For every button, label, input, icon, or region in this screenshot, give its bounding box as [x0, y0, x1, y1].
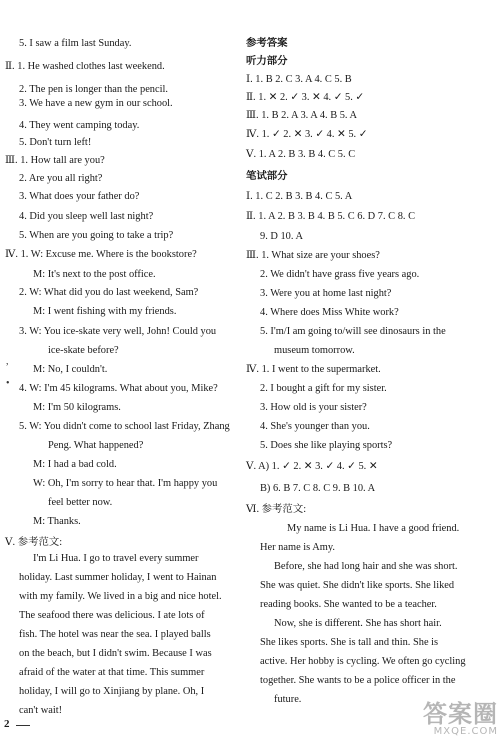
- watermark-url: MXQE.COM: [433, 726, 498, 737]
- text-line-left: feel better now.: [48, 497, 113, 508]
- text-line-right: Ⅳ. 1. ✓ 2. ✕ 3. ✓ 4. ✕ 5. ✓: [246, 129, 368, 140]
- text-line-right: She likes sports. She is tall and thin. She is: [260, 637, 439, 648]
- text-line-left: Ⅱ. 1. He washed clothes last weekend.: [5, 61, 165, 72]
- text-line-right: Ⅴ. A) 1. ✓ 2. ✕ 3. ✓ 4. ✓ 5. ✕: [246, 461, 378, 472]
- text-line-left: can't wait!: [19, 705, 63, 716]
- text-line-right: 听力部分: [246, 56, 288, 67]
- text-line-left: 4. They went camping today.: [19, 120, 140, 131]
- text-line-left: I'm Li Hua. I go to travel every summer: [33, 553, 199, 564]
- text-line-left: on the beach, but I didn't swim. Because I was: [19, 648, 212, 659]
- text-line-left: 3. We have a new gym in our school.: [19, 98, 173, 109]
- page-number-rule: [16, 725, 30, 726]
- text-line-left: 3. What does your father do?: [19, 191, 140, 202]
- text-line-left: with my family. We lived in a big and nice hotel.: [19, 591, 222, 602]
- text-line-right: Ⅵ. 参考范文:: [246, 504, 307, 515]
- text-line-left: M: I went fishing with my friends.: [33, 306, 177, 317]
- margin-mark: ,: [6, 356, 9, 367]
- text-line-left: Ⅳ. 1. W: Excuse me. Where is the bookstore?: [5, 249, 197, 260]
- text-line-right: 4. She's younger than you.: [260, 421, 370, 432]
- text-line-left: M: I had a bad cold.: [33, 459, 117, 470]
- text-line-left: 2. W: What did you do last weekend, Sam?: [19, 287, 199, 298]
- text-line-left: 4. Did you sleep well last night?: [19, 211, 154, 222]
- text-line-left: M: I'm 50 kilograms.: [33, 402, 121, 413]
- text-line-left: afraid of the water at that time. This summer: [19, 667, 205, 678]
- text-line-right: Ⅰ. 1. B 2. C 3. A 4. C 5. B: [246, 74, 352, 85]
- text-line-right: 9. D 10. A: [260, 231, 304, 242]
- text-line-right: My name is Li Hua. I have a good friend.: [287, 523, 460, 534]
- text-line-left: M: Thanks.: [33, 516, 81, 527]
- text-line-left: Ⅴ. 参考范文:: [5, 537, 63, 548]
- page-number: 2: [4, 718, 10, 730]
- text-line-left: 2. The pen is longer than the pencil.: [19, 84, 168, 95]
- text-line-right: Ⅲ. 1. What size are your shoes?: [246, 250, 380, 261]
- text-line-left: Peng. What happened?: [48, 440, 144, 451]
- text-line-right: museum tomorrow.: [274, 345, 355, 356]
- text-line-left: W: Oh, I'm sorry to hear that. I'm happy you: [33, 478, 218, 489]
- text-line-right: 3. Were you at home last night?: [260, 288, 392, 299]
- text-line-left: M: It's next to the post office.: [33, 269, 156, 280]
- text-line-right: Ⅰ. 1. C 2. B 3. B 4. C 5. A: [246, 191, 353, 202]
- text-line-right: 参考答案: [246, 38, 288, 49]
- text-line-right: reading books. She wanted to be a teacher.: [260, 599, 437, 610]
- watermark-text: 答案圈: [423, 700, 498, 728]
- text-line-left: The seafood there was delicious. I ate lots of: [19, 610, 205, 621]
- text-line-left: Ⅲ. 1. How tall are you?: [5, 155, 105, 166]
- text-line-right: 笔试部分: [246, 171, 288, 182]
- text-line-left: fish. The hotel was near the sea. I played balls: [19, 629, 211, 640]
- text-line-left: 5. Don't turn left!: [19, 137, 92, 148]
- text-line-left: 5. W: You didn't come to school last Friday, Zhang: [19, 421, 230, 432]
- text-line-left: holiday, I will go to Xinjiang by plane. Oh, I: [19, 686, 205, 697]
- text-line-left: M: No, I couldn't.: [33, 364, 108, 375]
- text-line-right: Before, she had long hair and she was short.: [274, 561, 458, 572]
- text-line-right: 2. I bought a gift for my sister.: [260, 383, 387, 394]
- text-line-right: B) 6. B 7. C 8. C 9. B 10. A: [260, 483, 376, 494]
- text-line-left: holiday. Last summer holiday, I went to Hainan: [19, 572, 217, 583]
- text-line-left: 5. When are you going to take a trip?: [19, 230, 174, 241]
- text-line-left: 3. W: You ice-skate very well, John! Could you: [19, 326, 217, 337]
- text-line-right: Ⅴ. 1. A 2. B 3. B 4. C 5. C: [246, 149, 356, 160]
- text-line-right: Ⅱ. 1. A 2. B 3. B 4. B 5. C 6. D 7. C 8. C: [246, 211, 416, 222]
- text-line-left: 5. I saw a film last Sunday.: [19, 38, 132, 49]
- text-line-right: Her name is Amy.: [260, 542, 335, 553]
- text-line-right: Now, she is different. She has short hair.: [274, 618, 442, 629]
- text-line-left: ice-skate before?: [48, 345, 119, 356]
- watermark-logo: [406, 702, 498, 738]
- margin-mark: •: [6, 378, 10, 389]
- text-line-right: Ⅱ. 1. ✕ 2. ✓ 3. ✕ 4. ✓ 5. ✓: [246, 92, 365, 103]
- text-line-left: 4. W: I'm 45 kilograms. What about you, Mike?: [19, 383, 218, 394]
- text-line-right: 2. We didn't have grass five years ago.: [260, 269, 420, 280]
- text-line-right: future.: [274, 694, 302, 705]
- text-line-right: 4. Where does Miss White work?: [260, 307, 399, 318]
- text-line-right: Ⅲ. 1. B 2. A 3. A 4. B 5. A: [246, 110, 358, 121]
- text-line-left: 2. Are you all right?: [19, 173, 103, 184]
- text-line-right: She was quiet. She didn't like sports. She liked: [260, 580, 455, 591]
- text-line-right: 3. How old is your sister?: [260, 402, 367, 413]
- text-line-right: 5. I'm/I am going to/will see dinosaurs in the: [260, 326, 446, 337]
- text-line-right: active. Her hobby is cycling. We often go cycling: [260, 656, 466, 667]
- text-line-right: Ⅳ. 1. I went to the supermarket.: [246, 364, 381, 375]
- text-line-right: together. She wants to be a police officer in the: [260, 675, 456, 686]
- text-line-right: 5. Does she like playing sports?: [260, 440, 393, 451]
